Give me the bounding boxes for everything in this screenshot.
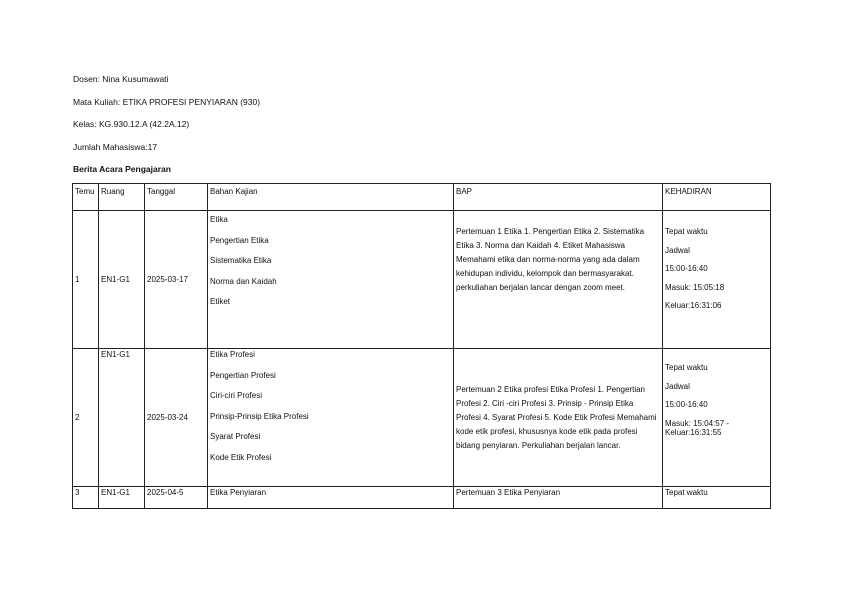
- cell-temu: 3: [73, 487, 99, 509]
- cell-temu: 1: [73, 211, 99, 349]
- jumlah-mahasiswa-label: Jumlah Mahasiswa:17: [73, 142, 158, 152]
- section-title: Berita Acara Pengajaran: [73, 164, 171, 174]
- col-header-kehadiran: KEHADIRAN: [663, 184, 771, 211]
- bahan-item: Etiket: [210, 297, 231, 307]
- col-header-bap: BAP: [454, 184, 663, 211]
- kehadiran-item: Keluar:16:31:06: [665, 301, 722, 311]
- cell-bahan: Etika Penyiaran: [208, 487, 454, 509]
- bahan-item: Kode Etik Profesi: [210, 452, 272, 462]
- kehadiran-item: 15:00-16:40: [665, 264, 708, 274]
- attendance-table: [72, 183, 771, 509]
- table-row: [73, 487, 771, 509]
- bahan-item: Etika Profesi: [210, 350, 255, 359]
- cell-ruang: EN1-G1: [99, 349, 145, 487]
- col-header-bahan: Bahan Kajian: [208, 184, 454, 211]
- bahan-item: Norma dan Kaidah: [210, 276, 277, 286]
- cell-bap: Pertemuan 3 Etika Penyiaran: [454, 487, 663, 509]
- dosen-label: Dosen: Nina Kusumawati: [73, 74, 169, 84]
- cell-kehadiran: [663, 211, 771, 349]
- bahan-item: Syarat Profesi: [210, 432, 261, 442]
- kehadiran-item: Jadwal: [665, 245, 690, 255]
- cell-ruang: EN1-G1: [99, 211, 145, 349]
- cell-bap: Pertemuan 1 Etika 1. Pengertian Etika 2. Sistematika Etika 3. Norma dan Kaidah 4. Etiket Mahasiswa Memahami etika dan norma-norma yang ada dalam kehidupan individu, kelompok dan bermasyarakat. perkuliahan berjalan lancar dengan zoom meet.: [454, 211, 663, 349]
- col-header-temu: Temu: [73, 184, 99, 211]
- cell-tanggal: 2025-03-24: [145, 349, 208, 487]
- bahan-item: Pengertian Etika: [210, 235, 269, 245]
- table-header-row: [73, 184, 771, 211]
- cell-temu: 2: [73, 349, 99, 487]
- col-header-tanggal: Tanggal: [145, 184, 208, 211]
- bahan-item: Etika: [210, 215, 228, 224]
- kehadiran-item: Jadwal: [665, 381, 690, 391]
- cell-tanggal: 2025-04-5: [145, 487, 208, 509]
- kehadiran-item: 15:00-16:40: [665, 400, 708, 410]
- bahan-item: Pengertian Profesi: [210, 370, 276, 380]
- cell-bap: Pertemuan 2 Etika profesi Etika Profesi 1. Pengertian Profesi 2. Ciri -ciri Profesi 3. Prinsip - Prinsip Etika Profesi 4. Syarat Profesi 5. Kode Etik Profesi Memahami kode etik profesi, khususnya kode etik pada profesi bidang penyiaran. Perkuliahan berjalan lancar.: [454, 349, 663, 487]
- kehadiran-item: Tepat waktu: [665, 363, 708, 372]
- col-header-ruang: Ruang: [99, 184, 145, 211]
- cell-bahan: [208, 349, 454, 487]
- mata-kuliah-label: Mata Kuliah: ETIKA PROFESI PENYIARAN (930): [73, 97, 261, 107]
- table-row: [73, 349, 771, 487]
- kehadiran-item: Tepat waktu: [665, 227, 708, 236]
- cell-bahan: [208, 211, 454, 349]
- bahan-item: Ciri-ciri Profesi: [210, 391, 262, 401]
- bahan-item: Sistematika Etika: [210, 256, 272, 266]
- cell-tanggal: 2025-03-17: [145, 211, 208, 349]
- cell-kehadiran: Tepat waktu: [663, 487, 771, 509]
- cell-kehadiran: [663, 349, 771, 487]
- kehadiran-item: Masuk: 15:05:18: [665, 282, 725, 292]
- kehadiran-item: Masuk: 15:04:57 - Keluar:16:31:55: [665, 418, 730, 438]
- cell-ruang: EN1-G1: [99, 487, 145, 509]
- kelas-label: Kelas: KG.930.12.A (42.2A.12): [73, 119, 190, 129]
- table-row: [73, 211, 771, 349]
- bahan-item: Prinsip-Prinsip Etika Profesi: [210, 411, 309, 421]
